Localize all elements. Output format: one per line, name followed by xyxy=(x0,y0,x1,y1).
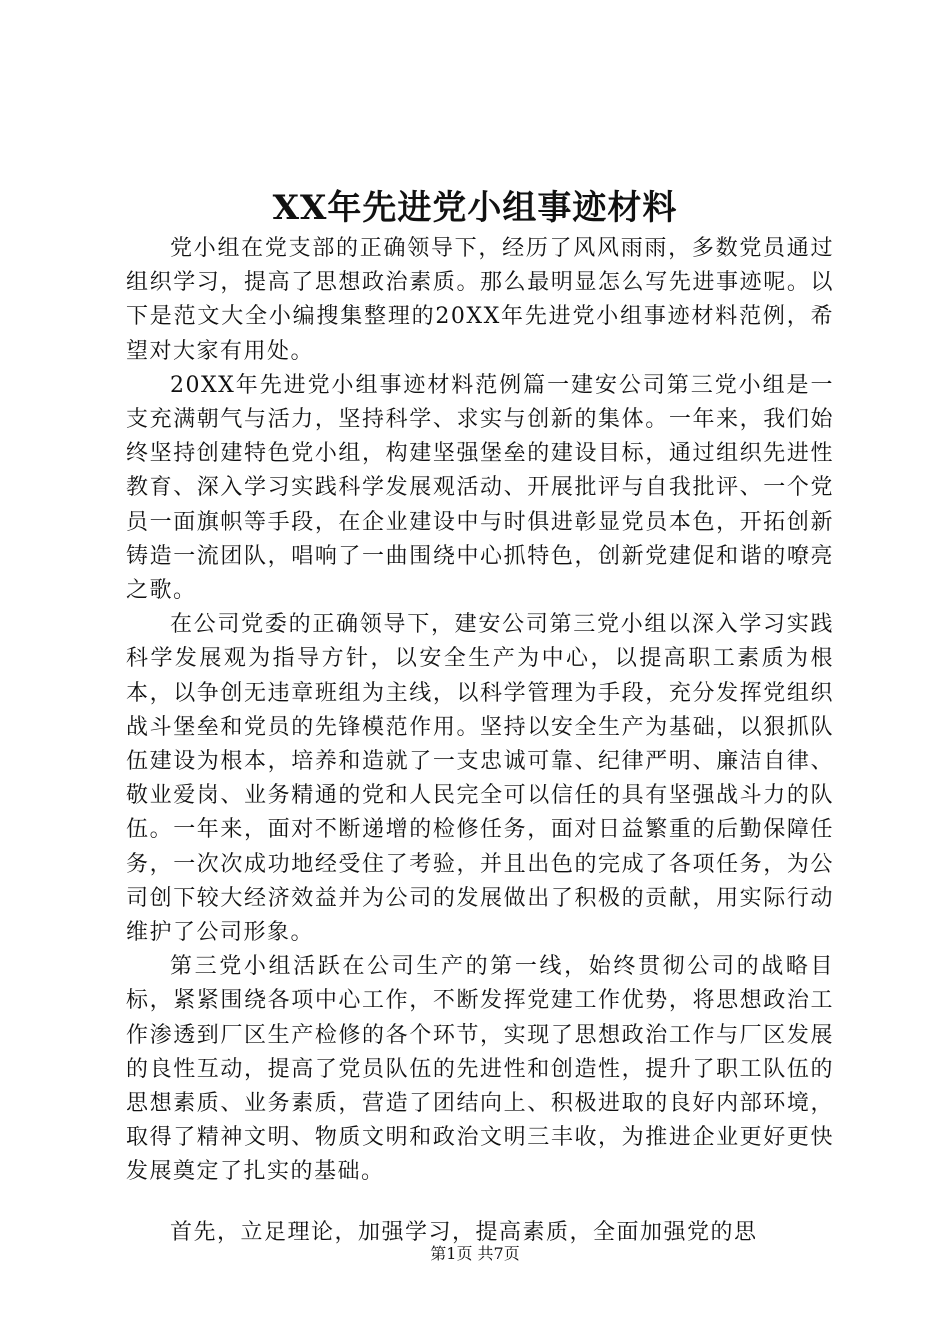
body-paragraph-leadership: 在公司党委的正确领导下，建安公司第三党小组以深入学习实践科学发展观为指导方针，以安全生产为中心，以提高职工素质为根本，以争创无违章班组为主线，以科学管理为手段，充分发挥党组织战斗堡垒和党员的先锋模范作用。坚持以安全生产为基础，以狠抓队伍建设为根本，培养和造就了一支忠诚可靠、纪律严明、廉洁自律、敬业爱岗、业务精通的党和人民完全可以信任的具有坚强战斗力的队伍。一年来，面对不断递增的检修任务，面对日益繁重的后勤保障任务，一次次成功地经受住了考验，并且出色的完成了各项任务，为公司创下较大经济效益并为公司的发展做出了积极的贡献，用实际行动维护了公司形象。 xyxy=(126,612,834,946)
document-title: XX年先进党小组事迹材料 xyxy=(272,188,678,228)
document-body xyxy=(126,232,834,1250)
body-paragraph-example-one: 20XX年先进党小组事迹材料范例篇一建安公司第三党小组是一支充满朝气与活力，坚持科学、求实与创新的集体。一年来，我们始终坚持创建特色党小组，构建坚强堡垒的建设目标，通过组织先进性教育、深入学习实践科学发展观活动、开展批评与自我批评、一个党员一面旗帜等手段，在企业建设中与时俱进彰显党员本色，开拓创新铸造一流团队，唱响了一曲围绕中心抓特色，创新党建促和谐的嘹亮之歌。 xyxy=(126,372,834,604)
page-footer: 第1页 共7页 xyxy=(430,1244,520,1263)
body-paragraph-intro: 党小组在党支部的正确领导下，经历了风风雨雨，多数党员通过组织学习，提高了思想政治素质。那么最明显怎么写先进事迹呢。以下是范文大全小编搜集整理的20XX年先进党小组事迹材料范例，希望对大家有用处。 xyxy=(126,236,834,364)
body-paragraph-first-point: 首先，立足理论，加强学习，提高素质，全面加强党的思 xyxy=(170,1219,758,1245)
body-paragraph-frontline: 第三党小组活跃在公司生产的第一线，始终贯彻公司的战略目标，紧紧围绕各项中心工作，不断发挥党建工作优势，将思想政治工作渗透到厂区生产检修的各个环节，实现了思想政治工作与厂区发展的良性互动，提高了党员队伍的先进性和创造性，提升了职工队伍的思想素质、业务素质，营造了团结向上、积极进取的良好内部环境，取得了精神文明、物质文明和政治文明三丰收，为推进企业更好更快发展奠定了扎实的基础。 xyxy=(126,954,834,1185)
